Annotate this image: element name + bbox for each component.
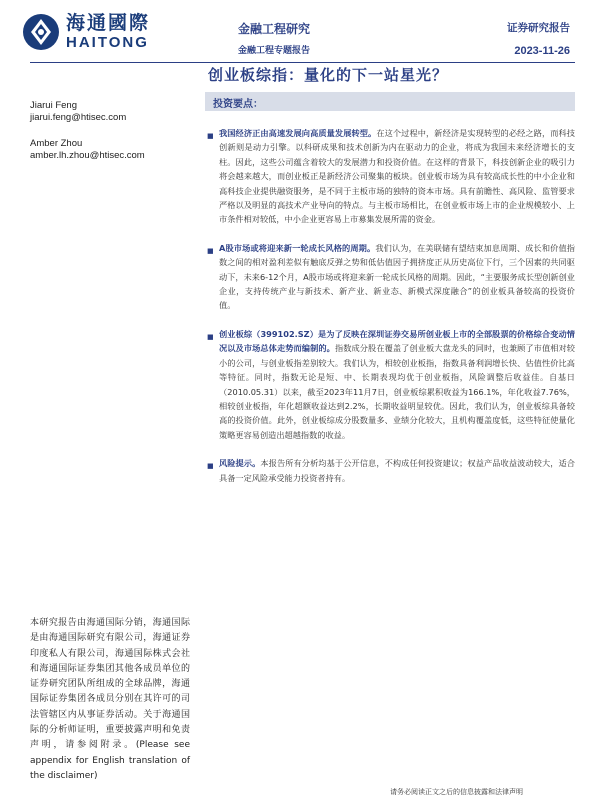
report-header (0, 0, 600, 62)
paragraph-highlight: 我国经济正由高速发展向高质量发展转型。 (219, 128, 377, 138)
logo-en-text: HAITONG (66, 34, 149, 51)
key-point-paragraph (205, 327, 575, 442)
report-type: 证券研究报告 (507, 22, 570, 34)
logo-cn-text: 海通國際 (66, 12, 151, 34)
key-points-label: 投资要点： (213, 99, 263, 110)
key-point-paragraph (205, 126, 575, 227)
paragraph-highlight: 风险提示。 (219, 458, 261, 469)
header-divider (30, 62, 575, 63)
key-point-paragraph (205, 456, 575, 485)
haitong-logo-icon (22, 13, 60, 51)
author-name: Jiarui Feng (30, 100, 77, 111)
paragraph-text: 指数成分股在覆盖了创业板大盘龙头的同时，也兼顾了市值相对较小的公司，与创业板指差别较大。我们认为，相较创业板指，指数具备利润增长快、估值性价比高等特征。同时，指数无论是短、中、长期表现均优于创业板指，风险调整后收益佳。自基日（2010.05.31）以来，截至2023年11月7日，创业板综累积收益为166.1%，年化收益7.76%，相较创业板指，年化超额收益达到2.2%，长期收益明显较优。因此，我们认为，创业板综具备较高的投资价值。此外，创业板综成分股数量多、业绩分化较大，且机构覆盖度低，这些特征使量化策略更容易创造出超越指数的收益。 (219, 343, 575, 440)
author-block (30, 138, 200, 162)
footer-notice: 请务必阅读正文之后的信息披露和法律声明 (390, 788, 523, 796)
author-list (30, 100, 200, 176)
bullet-icon: ■ (207, 246, 214, 255)
key-points-bar (205, 92, 575, 111)
report-title: 创业板综指：量化的下一站星光？ (208, 66, 449, 84)
key-points-content (205, 126, 575, 499)
author-block (30, 100, 200, 124)
paragraph-highlight: 创业板综（399102.SZ）是为了反映在深圳证券交易所创业板上市的全部股票的价格综合变动情况以及市场总体走势而编制的。 (219, 328, 575, 354)
bullet-icon: ■ (207, 132, 214, 140)
paragraph-text: 本报告所有分析均基于公开信息，不构成任何投资建议；权益产品收益波动较大，适合具备一定风险承受能力投资者持有。 (219, 458, 575, 483)
bullet-icon: ■ (207, 332, 214, 341)
author-email[interactable]: jiarui.feng@htisec.com (30, 112, 127, 123)
report-date: 2023-11-26 (514, 45, 570, 57)
author-name: Amber Zhou (30, 138, 83, 149)
paragraph-text: 在这个过程中，新经济是实现转型的必经之路，而科技创新则是动力引擎。以科研成果和技术创新为内在驱动力的企业，将成为我国未来经济增长的支柱。因此，这些公司蕴含着较大的发展潜力和投资价值。在这样的背景下，科技创新企业的吸引力将会越来越大，而创业板正是新经济公司聚集的板块。创业板市场为具有较高成长性的中小企业和高科技企业提供融资服务，是不同于主板市场的独特的资本市场。具有前瞻性、高风险、监管要求严格以及明显的高技术产业导向的特点。与主板市场相比，在创业板市场上市的企业规模较小、上市条件相对较低，中小企业更容易上市募集发展所需的资金。 (219, 128, 575, 225)
header-center-title: 金融工程研究 (238, 22, 311, 36)
disclaimer-text: 本研究报告由海通国际分销，海通国际是由海通国际研究有限公司，海通证券印度私人有限公司，海通国际株式会社和海通国际证券集团其他各成员单位的证券研究团队所组成的全球品牌，海通国际证券集团各成员分别在其许可的司法管辖区内从事证券活动。关于海通国际的分析师证明，重要披露声明和免责声明，请参阅附录。(Please see appendix for English translation of the disclaimer) (30, 618, 190, 781)
header-center-subtitle: 金融工程专题报告 (238, 46, 311, 56)
bullet-icon: ■ (207, 462, 214, 471)
author-email[interactable]: amber.lh.zhou@htisec.com (30, 150, 145, 161)
key-point-paragraph (205, 241, 575, 313)
paragraph-highlight: A股市场或将迎来新一轮成长风格的周期。 (219, 242, 376, 253)
haitong-logo (22, 12, 150, 52)
paragraph-text: 我们认为，在美联储有望结束加息周期、成长和价值指数之间的相对盈利差似有触底反弹之势和低估值因子拥挤度正从历史高位下行，三个因素的共同驱动下，未来6-12个月，A股市场或将迎来新一轮成长风格的周期。因此，“主要服务成长型创新创业企业，支持传统产业与新技术、新产业、新业态、新模式深度融合”的创业板具备较高的投资价值。 (219, 242, 575, 311)
